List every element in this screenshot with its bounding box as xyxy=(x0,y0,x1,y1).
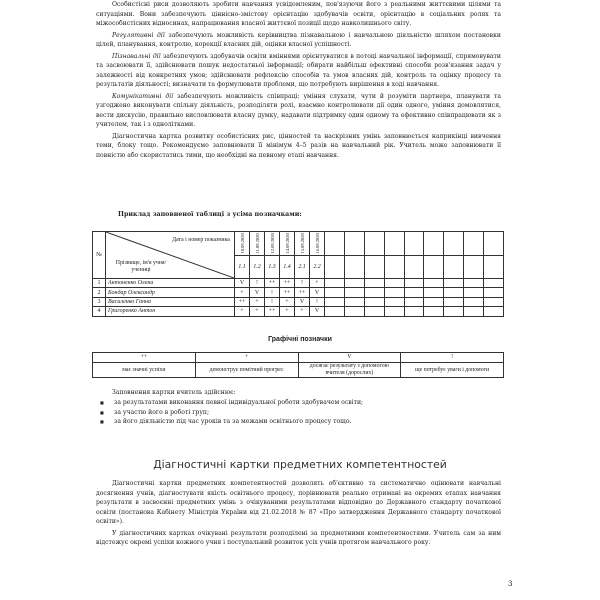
empty-cell xyxy=(325,297,345,306)
empty-cell xyxy=(364,307,384,316)
mark-cell: + xyxy=(280,297,295,306)
table-row xyxy=(93,279,504,288)
student-name: Антоненко Олена xyxy=(106,279,235,288)
empty-cell xyxy=(344,232,364,256)
mark-cell: ! xyxy=(295,279,310,288)
empty-cell xyxy=(384,279,404,288)
empty-cell xyxy=(364,232,384,256)
empty-cell xyxy=(444,288,464,297)
mark-cell: ++ xyxy=(265,279,280,288)
empty-cell xyxy=(464,279,484,288)
empty-cell xyxy=(344,297,364,306)
legend-label: має значні успіхи xyxy=(93,363,196,378)
empty-cell xyxy=(384,288,404,297)
empty-cell xyxy=(444,232,464,256)
num-header: № xyxy=(93,232,106,279)
empty-cell xyxy=(384,297,404,306)
mark-cell: V xyxy=(250,288,265,297)
empty-cell xyxy=(344,255,364,279)
empty-cell xyxy=(364,297,384,306)
header-top-label: Дата і номер показника xyxy=(172,237,230,243)
section-paragraph-2: У діагностичних картках очікувані результати розподілені за предметними компетентностями. Учитель сам за ним відстежує окремі успіхи кожного учня і поступальний розвиток усіх учнів протягом навчального року. xyxy=(96,529,501,546)
date-cell: 16.09.2020 xyxy=(310,232,325,256)
intro-paragraph-4: Комунікативні дії забезпечують можливість співпраці: уміння слухати, чути й розуміти партнера, планувати та узгоджено виконувати спільну діяльність, розподіляти ролі, взаємно контролювати дії один одного, уміння домовлятися, вести дискусію, правильно висловлювати власну думку, надавати підтримку один одному та ефективно співпрацювати як з учителем, так і з однолітками. xyxy=(96,92,501,128)
code-cell: 2.1 xyxy=(295,255,310,279)
empty-cell xyxy=(484,288,504,297)
page-number: 3 xyxy=(508,580,513,588)
empty-cell xyxy=(424,232,444,256)
mark-cell: + xyxy=(235,288,250,297)
empty-cell xyxy=(344,307,364,316)
mark-cell: ++ xyxy=(235,297,250,306)
legend-label: ще потребує уваги і допомоги xyxy=(401,363,504,378)
empty-cell xyxy=(464,297,484,306)
legend-symbol: ! xyxy=(401,353,504,363)
empty-cell xyxy=(325,232,345,256)
section-text xyxy=(96,479,501,550)
mark-cell: + xyxy=(310,279,325,288)
empty-cell xyxy=(344,288,364,297)
empty-cell xyxy=(404,232,424,256)
date-cell: 12.09.2020 xyxy=(265,232,280,256)
date-cell: 10.09.2020 xyxy=(235,232,250,256)
date-cell: 15.09.2020 xyxy=(295,232,310,256)
row-number: 3 xyxy=(93,297,106,306)
intro-paragraph-5: Діагностична картка розвитку особистісних рис, цінностей та наскрізних умінь заповнюється наприкінці вивчення теми, блоку тощо. Рекомендуємо заповнювати її мінімум 4–5 разів на навчальний рік. Учитель може заповнювати її повністю або скористатись тими, що необхідні на певному етапі навчання. xyxy=(96,132,501,159)
mark-cell: V xyxy=(310,307,325,316)
row-number: 2 xyxy=(93,288,106,297)
empty-cell xyxy=(325,288,345,297)
empty-cell xyxy=(464,288,484,297)
empty-cell xyxy=(325,307,345,316)
row-number: 1 xyxy=(93,279,106,288)
diagonal-header xyxy=(106,232,235,279)
table-caption: Приклад заповненої таблиці з усіма позначками: xyxy=(118,211,302,218)
legend-symbol: ++ xyxy=(93,353,196,363)
mark-cell: V xyxy=(310,288,325,297)
header-bottom-label: Прізвище, ім'я учня/учениці xyxy=(115,260,167,273)
mark-cell: + xyxy=(250,297,265,306)
row-number: 4 xyxy=(93,307,106,316)
list-item: ■ за результатами виконання певної індивідуальної роботи здобувачем освіти; xyxy=(114,398,501,408)
empty-cell xyxy=(424,255,444,279)
empty-cell xyxy=(444,307,464,316)
intro-paragraph-1: Особистісні риси дозволяють зробити навчання усвідомленим, пов'язуючи його з реальними життєвими цілями та ситуаціями. Вони забезпечують ціннісно-змістову орієнтацію здобувачів освіти, орієнтацію в соціальних ролях та міжособистісних відносинах, напрацювання власної життєвої позиції щодо навколишнього світу. xyxy=(96,1,501,27)
empty-cell xyxy=(484,307,504,316)
empty-cell xyxy=(404,288,424,297)
empty-cell xyxy=(484,232,504,256)
mark-cell: + xyxy=(250,307,265,316)
fill-list xyxy=(96,388,501,427)
legend-label: досягає результату з допомогою вчителя (дорослих) xyxy=(298,363,401,378)
intro-text xyxy=(96,0,501,162)
empty-cell xyxy=(384,307,404,316)
empty-cell xyxy=(364,288,384,297)
mark-cell: ! xyxy=(310,297,325,306)
mark-cell: V xyxy=(235,279,250,288)
legend-title: Графічні позначки xyxy=(268,336,332,343)
table-row xyxy=(93,288,504,297)
table-row xyxy=(93,307,504,316)
student-name: Бондар Олександр xyxy=(106,288,235,297)
intro-paragraph-3: Пізнавальні дії забезпечують здобувачів освіти вміннями орієнтуватися в потоці навчальної інформації, спрямовувати та засвоювати її, здійснювати пошук недостатньої інформації; обирати найбільш ефективні способи розв'язання задач у залежності від конкретних умов; здійснювати рефлексію способів та умов власних дій, контроль та оцінку процесу та результатів діяльності; визначати та формулювати проблеми, що потребують вирішення в ході навчання. xyxy=(96,52,501,88)
list-item: ■ за участю його в роботі груп; xyxy=(114,408,501,418)
legend-symbol: V xyxy=(298,353,401,363)
legend-table xyxy=(92,352,504,378)
code-cell: 1.2 xyxy=(250,255,265,279)
mark-cell: + xyxy=(235,307,250,316)
mark-cell: ++ xyxy=(280,288,295,297)
empty-cell xyxy=(325,255,345,279)
empty-cell xyxy=(424,279,444,288)
mark-cell: ! xyxy=(265,297,280,306)
code-cell: 1.4 xyxy=(280,255,295,279)
empty-cell xyxy=(364,255,384,279)
empty-cell xyxy=(444,255,464,279)
mark-cell: ! xyxy=(250,279,265,288)
mark-cell: ++ xyxy=(295,288,310,297)
table-row xyxy=(93,297,504,306)
empty-cell xyxy=(464,255,484,279)
diagnostic-table xyxy=(92,231,504,317)
empty-cell xyxy=(404,279,424,288)
code-cell: 1.1 xyxy=(235,255,250,279)
intro-paragraph-2: Регулятивні дії забезпечують можливість керівництва пізнавальною і навчальною діяльністю шляхом постановки цілей, планування, контролю, корекції власних дій, оцінки власної успішності. xyxy=(96,31,501,48)
empty-cell xyxy=(464,307,484,316)
empty-cell xyxy=(325,279,345,288)
mark-cell: V xyxy=(295,297,310,306)
empty-cell xyxy=(404,307,424,316)
section-title: Діагностичні картки предметних компетентностей xyxy=(153,458,447,471)
empty-cell xyxy=(364,279,384,288)
empty-cell xyxy=(344,279,364,288)
legend-label: демонструє помітний прогрес xyxy=(195,363,298,378)
empty-cell xyxy=(484,297,504,306)
student-name: Григоренко Антон xyxy=(106,307,235,316)
empty-cell xyxy=(484,255,504,279)
fill-intro: Заповнення картки вчитель здійснює: xyxy=(112,389,236,396)
empty-cell xyxy=(444,279,464,288)
empty-cell xyxy=(444,297,464,306)
code-cell: 2.2 xyxy=(310,255,325,279)
empty-cell xyxy=(484,279,504,288)
section-paragraph-1: Діагностичні картки предметних компетентностей дозволять об'єктивно та систематично оцінювати навчальні досягнення учнів, діагностувати якість освітнього процесу, порівнювати реально отримані на окремих етапах навчання результати в засвоєнні предметних умінь з очікуваними результатами відповідно до Державного стандарту початкової освіти (постанова Кабінету Міністрів України від 21.02.2018 № 87 «Про затвердження Державного стандарту початкової освіти»). xyxy=(96,480,501,525)
mark-cell: ++ xyxy=(280,279,295,288)
mark-cell: ++ xyxy=(265,307,280,316)
empty-cell xyxy=(404,297,424,306)
student-name: Василенко Ганна xyxy=(106,297,235,306)
list-item: ■ за його діяльністю під час уроків та за межами освітнього процесу тощо. xyxy=(114,417,501,427)
code-cell: 1.3 xyxy=(265,255,280,279)
empty-cell xyxy=(424,297,444,306)
empty-cell xyxy=(404,255,424,279)
empty-cell xyxy=(424,307,444,316)
empty-cell xyxy=(384,255,404,279)
legend-symbol: + xyxy=(195,353,298,363)
date-cell: 11.09.2020 xyxy=(250,232,265,256)
mark-cell: + xyxy=(280,307,295,316)
date-cell: 14.09.2020 xyxy=(280,232,295,256)
empty-cell xyxy=(424,288,444,297)
empty-cell xyxy=(464,232,484,256)
empty-cell xyxy=(384,232,404,256)
mark-cell: ! xyxy=(265,288,280,297)
mark-cell: + xyxy=(295,307,310,316)
